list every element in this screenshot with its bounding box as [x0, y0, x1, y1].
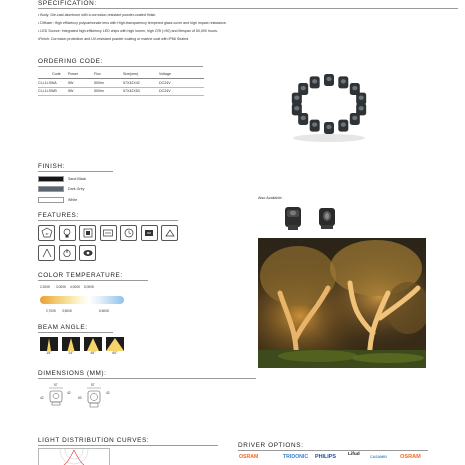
driver-icon — [79, 225, 96, 241]
finish-title: FINISH: — [38, 163, 65, 170]
col-size: Size(mm) — [123, 72, 139, 76]
dim-b-top: 57 — [91, 383, 95, 387]
cell-code: CLL1LSWA — [38, 80, 57, 85]
divider — [38, 66, 203, 67]
divider — [238, 450, 428, 451]
color-temperature-bar — [40, 296, 124, 304]
driver-options-title: DRIVER OPTIONS: — [238, 442, 304, 449]
driver-logo-tridonic: TRIDONIC — [283, 454, 309, 460]
light-distribution-title: LIGHT DISTRIBUTION CURVES: — [38, 437, 150, 444]
ring-module-lens — [352, 86, 357, 90]
beam-45-graphic — [84, 337, 102, 351]
svg-text:IP: IP — [45, 232, 48, 236]
cell-size: 57X42X53 — [123, 89, 140, 94]
dimension-drawing-a — [46, 387, 68, 407]
specification-list — [38, 11, 227, 43]
cell-flux: 500lm — [94, 80, 104, 85]
ip-rating-icon — [38, 225, 55, 241]
ring-module-lens — [301, 86, 306, 90]
divider — [38, 445, 218, 446]
dimming-icon — [141, 225, 158, 241]
cell-code: CLL1LSWB — [38, 89, 57, 94]
divider — [38, 171, 113, 172]
spec-body: • Body: Die-cast aluminum with a corrosion-resistant powder-coated finish. — [38, 13, 157, 17]
driver-logo-osram-light: OSRAM — [239, 454, 259, 460]
ring-module-lens — [312, 79, 317, 83]
cell-voltage: DC24V — [159, 80, 171, 85]
outdoor-icon — [161, 225, 178, 241]
dim-b-left: 53 — [78, 396, 82, 400]
cct-bottom-label: 2,700K — [46, 309, 57, 313]
finish-swatch-white — [38, 197, 64, 203]
table-header-row — [38, 70, 204, 79]
ordering-title: ORDERING CODE: — [38, 58, 103, 65]
finish-label: Sand Black — [68, 177, 87, 181]
driver-logo-osram: OSRAM — [400, 454, 421, 460]
driver-logo-lifud: Lifud — [348, 452, 360, 457]
beam-24-graphic — [62, 337, 80, 351]
beam-item — [62, 337, 80, 355]
cell-size: 57X42X42 — [123, 80, 140, 85]
beam-icon — [38, 245, 55, 261]
cct-top-label: 2,200K — [40, 285, 51, 289]
variant-b-image — [312, 203, 342, 233]
color-temperature-title: COLOR TEMPERATURE: — [38, 272, 123, 279]
col-code: Code — [52, 72, 61, 76]
divider — [38, 220, 178, 221]
finish-swatch-dark-grey — [38, 186, 64, 192]
divider — [38, 378, 256, 379]
cri-icon — [79, 245, 96, 261]
ring-module-lens — [294, 106, 299, 110]
finish-label: Dark Grey — [68, 187, 85, 191]
table-row — [38, 87, 204, 96]
cct-top-label: 4,000K — [70, 285, 81, 289]
spec-diffuser: • Diffuser: High efficiency polycarbonate lens with High-transparency tempered glass cover and high impact resistance. — [38, 21, 227, 25]
beam-item — [84, 337, 102, 355]
ring-module-lens — [341, 79, 346, 83]
col-power: Power — [68, 72, 79, 76]
ring-module-lens — [294, 95, 299, 99]
product-ring-image — [284, 66, 374, 146]
beam-item — [106, 337, 124, 355]
driver-logo-philips: PHILIPS — [315, 454, 336, 460]
finish-swatch-sand-black — [38, 176, 64, 182]
lifespan-icon — [120, 225, 137, 241]
beam-angle-title: BEAM ANGLE: — [38, 324, 88, 331]
table-row — [38, 79, 204, 88]
cct-top-label: 3,000K — [56, 285, 67, 289]
beam-60-graphic — [106, 337, 124, 351]
beam-label: 45° — [90, 351, 96, 355]
ring-module-lens — [326, 77, 331, 81]
finish-label: White — [68, 198, 78, 202]
ring-module-lens — [359, 95, 364, 99]
beam-angle-row — [40, 337, 124, 355]
beam-label: 60° — [112, 351, 118, 355]
col-flux: Flux — [94, 72, 101, 76]
cell-voltage: DC24V — [159, 89, 171, 94]
ring-module-lens — [301, 116, 306, 120]
installation-photo — [258, 238, 426, 368]
cct-bottom-label: 6,500K — [99, 309, 110, 313]
dim-b-right: 42 — [106, 391, 110, 395]
dimensions-title: DIMENSIONS (MM): — [38, 370, 107, 377]
cct-top-label: 5,000K — [84, 285, 95, 289]
beam-15-graphic — [40, 337, 58, 351]
ring-module-lens — [352, 116, 357, 120]
cell-flux: 500lm — [94, 89, 104, 94]
dim-a-top: 57 — [54, 383, 58, 387]
also-available-label: Also Available: — [258, 196, 283, 200]
power-icon — [59, 245, 76, 261]
specification-title: SPECIFICATION: — [38, 0, 97, 7]
variant-a-image — [278, 203, 308, 233]
beam-label: 24° — [68, 351, 74, 355]
dim-a-left: 42 — [40, 396, 44, 400]
cell-power: 5W — [68, 89, 74, 94]
led-chip-icon — [59, 225, 76, 241]
ordering-table — [38, 70, 204, 96]
divider — [38, 8, 458, 9]
ring-module-lens — [326, 125, 331, 129]
beam-label: 15° — [46, 351, 52, 355]
cell-power: 5W — [68, 80, 74, 85]
cct-bottom-label: 3,500K — [62, 309, 73, 313]
divider — [38, 280, 148, 281]
ring-module-lens — [312, 122, 317, 126]
lens-icon — [100, 225, 117, 241]
divider — [38, 332, 113, 333]
col-voltage: Voltage — [159, 72, 171, 76]
light-distribution-chart — [38, 448, 110, 465]
ring-module-lens — [359, 106, 364, 110]
spec-led-source: • LED Source: Integrated high-efficiency LED chips with high lumen, high CRI (>90) and lifespan of 50,000 hours. — [38, 29, 218, 33]
features-grid — [38, 225, 183, 261]
spec-finish: •Finish: Corrosion protection and UV-resistant powder coating or marine coat with IP66 Sealed. — [38, 37, 190, 41]
ring-module-lens — [341, 122, 346, 126]
features-title: FEATURES: — [38, 212, 79, 219]
beam-item — [40, 337, 58, 355]
dim-a-right: 42 — [67, 391, 71, 395]
dimension-drawing-b — [84, 387, 106, 409]
driver-logo-casambi: CASAMBI — [370, 455, 387, 459]
